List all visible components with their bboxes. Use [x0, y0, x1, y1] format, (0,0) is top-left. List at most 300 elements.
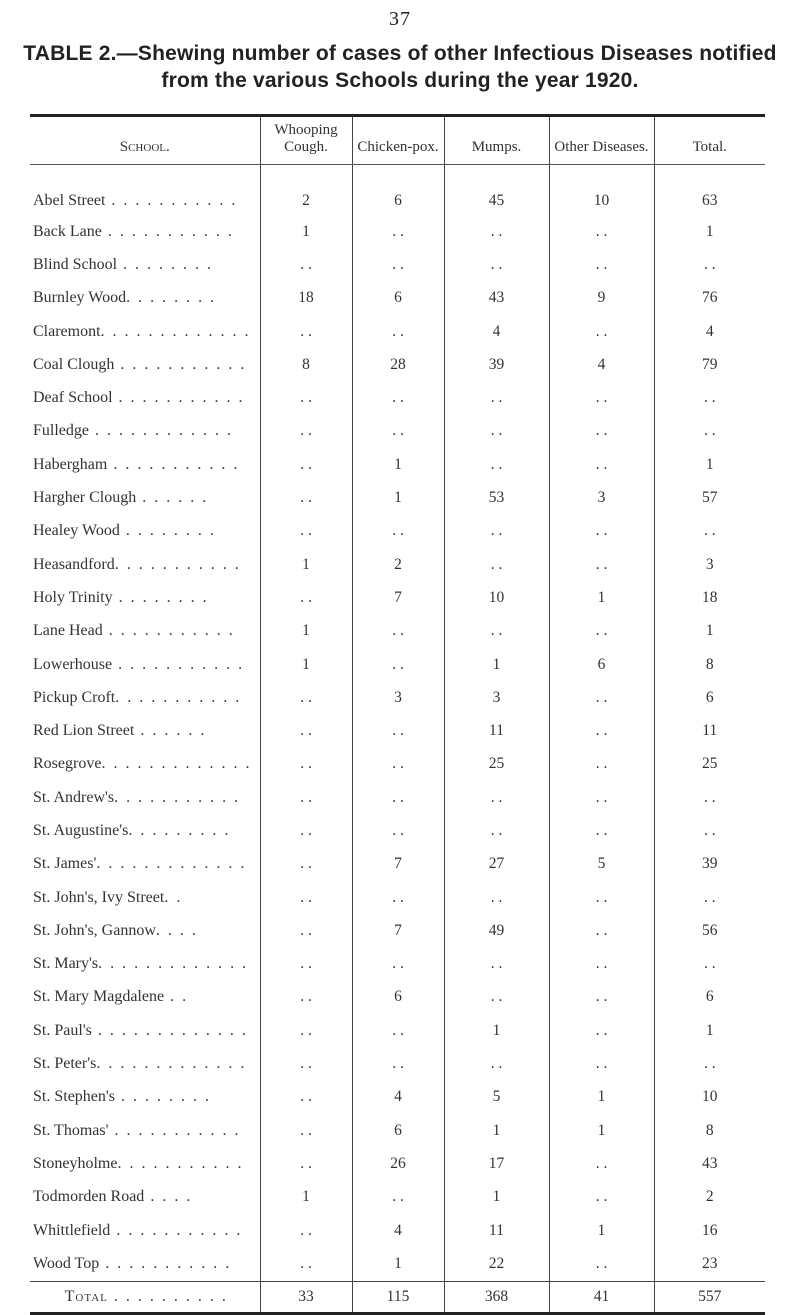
cell-school — [30, 481, 260, 514]
cell-other-diseases: . . — [549, 681, 654, 714]
cell-whooping-cough: . . — [260, 881, 352, 914]
cell-mumps: . . — [444, 415, 549, 448]
cell-other-diseases: 1 — [549, 1114, 654, 1147]
table-row — [30, 848, 765, 881]
table-row — [30, 1081, 765, 1114]
leader-dots: . . . . . . . . — [119, 522, 216, 540]
table-title — [0, 40, 800, 94]
cell-total: 25 — [654, 748, 765, 781]
cell-school — [30, 1081, 260, 1114]
cell-whooping-cough: . . — [260, 814, 352, 847]
cell-school — [30, 681, 260, 714]
header-total: Total. — [654, 117, 765, 165]
cell-whooping-cough: . . — [260, 1014, 352, 1047]
school-name: St. Augustine's — [33, 821, 129, 839]
header-school: School. — [30, 117, 260, 165]
cell-chicken-pox: 1 — [352, 481, 444, 514]
table-row — [30, 248, 765, 281]
school-name: Burnley Wood — [33, 289, 127, 307]
cell-total: 18 — [654, 581, 765, 614]
table-row — [30, 981, 765, 1014]
cell-other-diseases: . . — [549, 1014, 654, 1047]
total-whooping-cough: 33 — [260, 1281, 352, 1312]
school-name: St. Stephen's — [33, 1088, 115, 1106]
school-name: Hargher Clough — [33, 489, 137, 507]
leader-dots: . . . . . . . . . . . — [99, 1254, 232, 1272]
cell-mumps: . . — [444, 381, 549, 414]
cell-school — [30, 948, 260, 981]
leader-dots: . . . . . . . . . . . . . — [91, 1021, 248, 1039]
leader-dots: . . . . . . . . — [115, 1088, 211, 1106]
total-mumps: 368 — [444, 1281, 549, 1312]
school-name: Pickup Croft — [33, 688, 116, 706]
table-row — [30, 748, 765, 781]
cell-chicken-pox: . . — [352, 714, 444, 747]
table-row — [30, 481, 765, 514]
school-name: Coal Clough — [33, 355, 115, 373]
cell-other-diseases: . . — [549, 881, 654, 914]
cell-other-diseases: . . — [549, 315, 654, 348]
table-row — [30, 1047, 765, 1080]
cell-school — [30, 648, 260, 681]
cell-total: 16 — [654, 1214, 765, 1247]
cell-mumps: 11 — [444, 714, 549, 747]
cell-chicken-pox: . . — [352, 381, 444, 414]
total-row — [30, 1281, 765, 1312]
cell-whooping-cough: . . — [260, 681, 352, 714]
school-name: Back Lane — [33, 222, 102, 240]
school-name: Whittlefield — [33, 1221, 111, 1239]
cell-other-diseases: . . — [549, 248, 654, 281]
leader-dots: . . . . . . . . . . . . — [89, 422, 233, 440]
cell-chicken-pox: 7 — [352, 581, 444, 614]
table-row — [30, 681, 765, 714]
cell-school — [30, 515, 260, 548]
school-name: St. Paul's — [33, 1021, 92, 1039]
cell-other-diseases: . . — [549, 914, 654, 947]
cell-other-diseases: . . — [549, 215, 654, 248]
school-name: Fulledge — [33, 422, 89, 440]
leader-dots: . . . . . . . . . . . — [108, 1121, 241, 1139]
cell-whooping-cough: 8 — [260, 348, 352, 381]
cell-whooping-cough: 1 — [260, 548, 352, 581]
cell-whooping-cough: . . — [260, 448, 352, 481]
cell-school — [30, 714, 260, 747]
cell-chicken-pox: 4 — [352, 1081, 444, 1114]
cell-chicken-pox: 26 — [352, 1147, 444, 1180]
cell-whooping-cough: . . — [260, 981, 352, 1014]
cell-other-diseases: . . — [549, 948, 654, 981]
table-row — [30, 215, 765, 248]
school-name: Wood Top — [33, 1254, 100, 1272]
table-frame — [30, 114, 765, 1315]
cell-mumps: 11 — [444, 1214, 549, 1247]
cell-school — [30, 615, 260, 648]
cell-total: 10 — [654, 1081, 765, 1114]
cell-whooping-cough: . . — [260, 748, 352, 781]
cell-chicken-pox: . . — [352, 948, 444, 981]
cell-whooping-cough: . . — [260, 1147, 352, 1180]
cell-total: . . — [654, 381, 765, 414]
total-label: Total — [64, 1287, 108, 1305]
cell-other-diseases: . . — [549, 615, 654, 648]
cell-other-diseases: . . — [549, 515, 654, 548]
header-chicken-pox: Chicken-pox. — [352, 117, 444, 165]
cell-total: . . — [654, 1047, 765, 1080]
cell-whooping-cough: 1 — [260, 615, 352, 648]
cell-whooping-cough: . . — [260, 1114, 352, 1147]
cell-other-diseases: 1 — [549, 1081, 654, 1114]
leader-dots: . . . . . . . . . — [128, 821, 231, 839]
cell-other-diseases: 3 — [549, 481, 654, 514]
cell-mumps: 1 — [444, 1181, 549, 1214]
school-name: Habergham — [33, 455, 108, 473]
cell-school — [30, 1247, 260, 1281]
school-name: Stoneyholme — [33, 1154, 118, 1172]
leader-dots: . . . . . . . . . . . — [112, 389, 245, 407]
leader-dots: . . . . . . . . . . . — [102, 622, 235, 640]
cell-whooping-cough: 1 — [260, 1181, 352, 1214]
cell-mumps: 1 — [444, 1114, 549, 1147]
cell-mumps: 43 — [444, 282, 549, 315]
header-other-diseases: Other Diseases. — [549, 117, 654, 165]
cell-school — [30, 1214, 260, 1247]
cell-chicken-pox: . . — [352, 615, 444, 648]
cell-total: . . — [654, 781, 765, 814]
cell-chicken-pox: . . — [352, 515, 444, 548]
cell-whooping-cough: . . — [260, 1047, 352, 1080]
cell-mumps: 39 — [444, 348, 549, 381]
leader-dots: . . . . . . . . . . — [107, 1287, 228, 1305]
cell-chicken-pox: . . — [352, 315, 444, 348]
cell-whooping-cough: . . — [260, 914, 352, 947]
cell-school — [30, 1014, 260, 1047]
school-name: Red Lion Street — [33, 722, 135, 740]
table-row — [30, 1114, 765, 1147]
leader-dots: . . . . — [155, 921, 198, 939]
school-name: St. Mary's — [33, 955, 99, 973]
table-footer — [30, 1281, 765, 1312]
table-row — [30, 814, 765, 847]
cell-mumps: . . — [444, 948, 549, 981]
cell-school — [30, 1114, 260, 1147]
cell-whooping-cough: . . — [260, 848, 352, 881]
cell-total: 57 — [654, 481, 765, 514]
leader-dots: . . . . . . . . . . . — [110, 1221, 243, 1239]
school-name: Claremont — [33, 322, 101, 340]
leader-dots: . . . . . . . . . . . . . — [98, 955, 249, 973]
cell-total: 76 — [654, 282, 765, 315]
cell-whooping-cough: . . — [260, 1214, 352, 1247]
cell-whooping-cough: 1 — [260, 215, 352, 248]
cell-school — [30, 348, 260, 381]
cell-other-diseases: . . — [549, 1181, 654, 1214]
school-diseases-table — [30, 117, 765, 1312]
cell-chicken-pox: . . — [352, 781, 444, 814]
table-body — [30, 165, 765, 1282]
school-name: St. James' — [33, 855, 97, 873]
cell-total: 4 — [654, 315, 765, 348]
leader-dots: . . . . . . . . . . . . . — [100, 322, 251, 340]
cell-whooping-cough: . . — [260, 481, 352, 514]
leader-dots: . . . . . . . . . . . . . — [96, 1055, 247, 1073]
cell-chicken-pox: . . — [352, 1047, 444, 1080]
table-row — [30, 348, 765, 381]
cell-total: 1 — [654, 215, 765, 248]
leader-dots: . . . . . . . . . . . — [114, 355, 247, 373]
cell-mumps: 25 — [444, 748, 549, 781]
leader-dots: . . . . . . . . . . . — [117, 1154, 244, 1172]
cell-chicken-pox: 4 — [352, 1214, 444, 1247]
cell-school — [30, 581, 260, 614]
cell-chicken-pox: 3 — [352, 681, 444, 714]
table-row — [30, 282, 765, 315]
table-row — [30, 515, 765, 548]
total-other-diseases: 41 — [549, 1281, 654, 1312]
cell-other-diseases: . . — [549, 714, 654, 747]
table-row — [30, 165, 765, 216]
cell-chicken-pox: 2 — [352, 548, 444, 581]
cell-chicken-pox: 7 — [352, 914, 444, 947]
cell-chicken-pox: . . — [352, 648, 444, 681]
cell-other-diseases: 9 — [549, 282, 654, 315]
table-row — [30, 448, 765, 481]
school-name: Abel Street — [33, 192, 106, 209]
cell-total: 6 — [654, 981, 765, 1014]
cell-mumps: . . — [444, 448, 549, 481]
cell-total: 8 — [654, 1114, 765, 1147]
leader-dots: . . . . . . . . . . . . . — [101, 755, 252, 773]
cell-mumps: 1 — [444, 1014, 549, 1047]
cell-other-diseases: . . — [549, 1147, 654, 1180]
cell-whooping-cough: 18 — [260, 282, 352, 315]
table-row — [30, 1181, 765, 1214]
cell-chicken-pox: . . — [352, 748, 444, 781]
cell-chicken-pox: 6 — [352, 1114, 444, 1147]
school-name: Holy Trinity — [33, 588, 113, 606]
school-name: Rosegrove — [33, 755, 102, 773]
cell-chicken-pox: 6 — [352, 981, 444, 1014]
cell-school — [30, 848, 260, 881]
table-row — [30, 1147, 765, 1180]
cell-mumps: . . — [444, 781, 549, 814]
cell-total: . . — [654, 948, 765, 981]
cell-other-diseases: . . — [549, 1247, 654, 1281]
cell-chicken-pox: 6 — [352, 282, 444, 315]
table-row — [30, 415, 765, 448]
table-row — [30, 1247, 765, 1281]
cell-total: . . — [654, 515, 765, 548]
cell-school — [30, 248, 260, 281]
cell-whooping-cough: . . — [260, 415, 352, 448]
cell-chicken-pox: 28 — [352, 348, 444, 381]
cell-mumps: 53 — [444, 481, 549, 514]
table-row — [30, 615, 765, 648]
cell-school — [30, 914, 260, 947]
cell-mumps: . . — [444, 548, 549, 581]
cell-school — [30, 1181, 260, 1214]
cell-mumps: 17 — [444, 1147, 549, 1180]
school-name: Lowerhouse — [33, 655, 113, 673]
cell-school — [30, 215, 260, 248]
total-grand-total: 557 — [654, 1281, 765, 1312]
table-header — [30, 117, 765, 165]
cell-total: . . — [654, 814, 765, 847]
leader-dots: . . . . . . . . — [126, 289, 217, 307]
table-title-line-1: TABLE 2.—Shewing number of cases of other Infectious Diseases notified — [23, 42, 777, 65]
total-label-cell — [30, 1281, 260, 1312]
cell-total: . . — [654, 881, 765, 914]
table-row — [30, 381, 765, 414]
table-row — [30, 714, 765, 747]
cell-mumps: 1 — [444, 648, 549, 681]
cell-mumps: 49 — [444, 914, 549, 947]
cell-mumps: . . — [444, 814, 549, 847]
cell-whooping-cough: . . — [260, 781, 352, 814]
cell-whooping-cough: 1 — [260, 648, 352, 681]
cell-total: 1 — [654, 1014, 765, 1047]
cell-chicken-pox: . . — [352, 881, 444, 914]
cell-other-diseases: . . — [549, 781, 654, 814]
leader-dots: . . . . . . . . . . . — [112, 655, 245, 673]
cell-chicken-pox: . . — [352, 1014, 444, 1047]
table-row — [30, 315, 765, 348]
cell-school — [30, 781, 260, 814]
cell-school — [30, 814, 260, 847]
cell-mumps: . . — [444, 248, 549, 281]
cell-school — [30, 548, 260, 581]
school-name: Lane Head — [33, 622, 103, 640]
leader-dots: . . . . . . . . . . . — [114, 555, 241, 573]
cell-whooping-cough: . . — [260, 381, 352, 414]
cell-total: 11 — [654, 714, 765, 747]
cell-mumps: . . — [444, 615, 549, 648]
school-name: St. Andrew's — [33, 788, 115, 806]
cell-chicken-pox: . . — [352, 215, 444, 248]
header-mumps: Mumps. — [444, 117, 549, 165]
total-chicken-pox: 115 — [352, 1281, 444, 1312]
cell-mumps: . . — [444, 881, 549, 914]
cell-chicken-pox: 1 — [352, 1247, 444, 1281]
cell-school — [30, 748, 260, 781]
cell-total: . . — [654, 248, 765, 281]
cell-other-diseases: . . — [549, 415, 654, 448]
cell-other-diseases: . . — [549, 1047, 654, 1080]
cell-total: 56 — [654, 914, 765, 947]
cell-mumps: 27 — [444, 848, 549, 881]
header-whooping-cough: Whooping Cough. — [260, 117, 352, 165]
cell-other-diseases: . . — [549, 814, 654, 847]
cell-school — [30, 282, 260, 315]
cell-chicken-pox: 1 — [352, 448, 444, 481]
leader-dots: . . . . . . . . . . . — [115, 688, 242, 706]
leader-dots: . . . . . . . . . . . — [114, 788, 241, 806]
cell-total: 2 — [654, 1181, 765, 1214]
cell-other-diseases: 1 — [549, 581, 654, 614]
cell-total: . . — [654, 415, 765, 448]
school-name: Blind School — [33, 255, 118, 273]
table-row — [30, 648, 765, 681]
cell-total: 23 — [654, 1247, 765, 1281]
cell-chicken-pox: . . — [352, 1181, 444, 1214]
cell-total: 79 — [654, 348, 765, 381]
school-name: St. Peter's — [33, 1055, 97, 1073]
cell-whooping-cough: . . — [260, 1247, 352, 1281]
leader-dots: . . . . — [144, 1188, 193, 1206]
leader-dots: . . . . . . . . . . . — [101, 222, 234, 240]
table-row — [30, 914, 765, 947]
cell-other-diseases: . . — [549, 981, 654, 1014]
cell-school — [30, 981, 260, 1014]
cell-whooping-cough: . . — [260, 948, 352, 981]
cell-whooping-cough: . . — [260, 714, 352, 747]
school-name: St. Thomas' — [33, 1121, 109, 1139]
cell-school — [30, 165, 260, 216]
cell-chicken-pox: 6 — [352, 165, 444, 216]
cell-other-diseases: . . — [549, 748, 654, 781]
cell-whooping-cough: . . — [260, 1081, 352, 1114]
school-name: Todmorden Road — [33, 1188, 145, 1206]
school-name: St. John's, Gannow — [33, 921, 156, 939]
cell-chicken-pox: 7 — [352, 848, 444, 881]
page-number: 37 — [389, 8, 411, 30]
cell-total: 43 — [654, 1147, 765, 1180]
cell-whooping-cough: . . — [260, 315, 352, 348]
table-row — [30, 881, 765, 914]
cell-chicken-pox: . . — [352, 248, 444, 281]
cell-school — [30, 448, 260, 481]
cell-mumps: 10 — [444, 581, 549, 614]
cell-mumps: . . — [444, 515, 549, 548]
cell-mumps: 4 — [444, 315, 549, 348]
school-name: Healey Wood — [33, 522, 120, 540]
cell-other-diseases: 6 — [549, 648, 654, 681]
table-row — [30, 781, 765, 814]
cell-whooping-cough: . . — [260, 515, 352, 548]
school-name: St. Mary Magdalene — [33, 988, 165, 1006]
leader-dots: . . . . . . . . . . . — [107, 455, 240, 473]
cell-total: 1 — [654, 448, 765, 481]
table-row — [30, 581, 765, 614]
table-title-line-2: from the various Schools during the year 1920. — [161, 69, 639, 92]
cell-mumps: 45 — [444, 165, 549, 216]
cell-whooping-cough: . . — [260, 248, 352, 281]
header-row — [30, 117, 765, 165]
school-name: Heasandford — [33, 555, 115, 573]
cell-whooping-cough: . . — [260, 581, 352, 614]
cell-total: 63 — [654, 165, 765, 216]
cell-school — [30, 1147, 260, 1180]
leader-dots: . . . . . . . . . . . — [105, 192, 238, 209]
cell-mumps: . . — [444, 1047, 549, 1080]
cell-total: 8 — [654, 648, 765, 681]
cell-other-diseases: . . — [549, 448, 654, 481]
leader-dots: . . — [164, 988, 189, 1006]
cell-school — [30, 381, 260, 414]
leader-dots: . . . . . . — [134, 722, 207, 740]
cell-school — [30, 315, 260, 348]
leader-dots: . . . . . . . . — [112, 588, 209, 606]
cell-total: 3 — [654, 548, 765, 581]
table-row — [30, 948, 765, 981]
school-name: St. John's, Ivy Street — [33, 888, 165, 906]
cell-mumps: 22 — [444, 1247, 549, 1281]
cell-other-diseases: . . — [549, 548, 654, 581]
cell-chicken-pox: . . — [352, 814, 444, 847]
cell-total: 1 — [654, 615, 765, 648]
cell-other-diseases: . . — [549, 381, 654, 414]
cell-mumps: 5 — [444, 1081, 549, 1114]
